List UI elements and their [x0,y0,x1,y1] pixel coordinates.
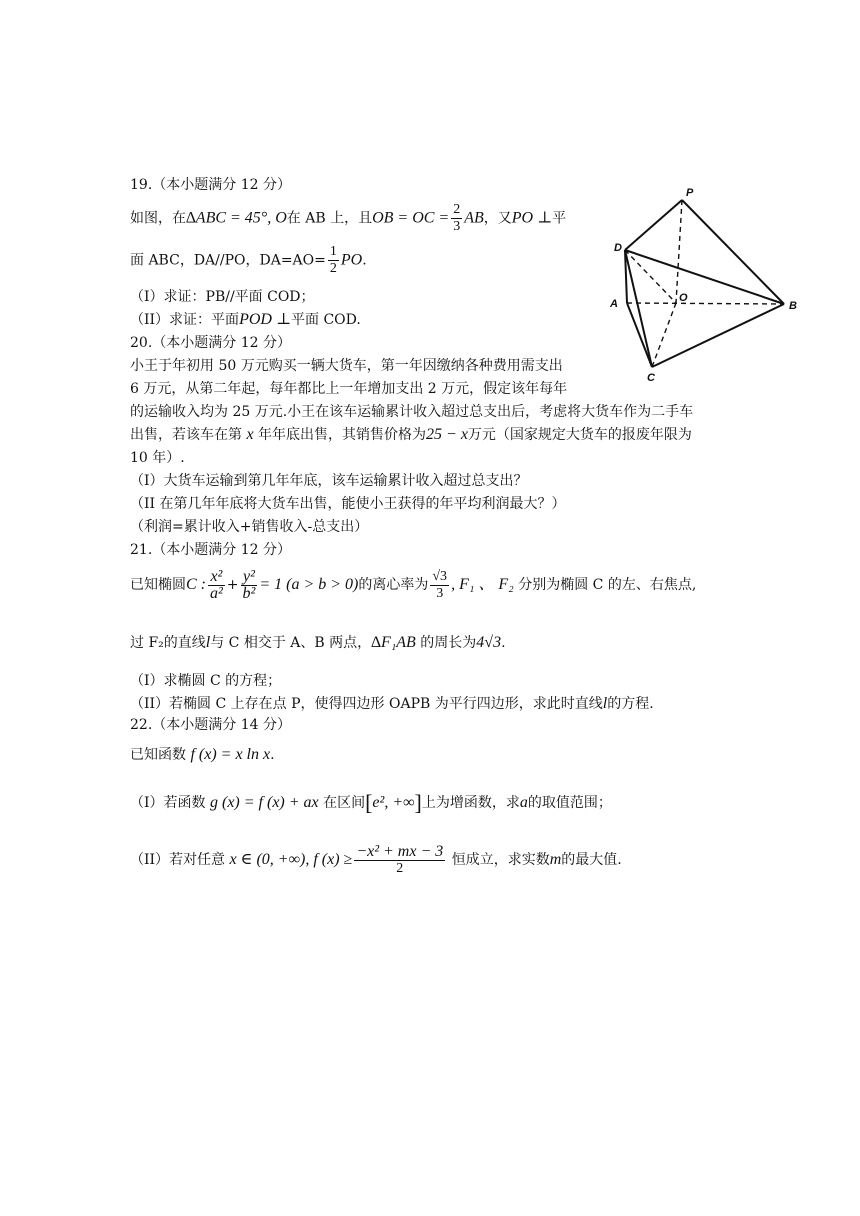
q22-function: f (x) = x ln x [190,746,271,763]
q22-m-var: m [549,851,562,868]
label-o: O [679,292,688,304]
edge-pb [682,200,784,304]
q22-domain: x ∈ (0, +∞), f (x) ≥ [229,851,353,868]
q22-part2-b: 恒成立，求实数 [451,852,550,868]
q19-intro-a: 如图，在 [130,210,186,227]
q21-line2-d: . [501,635,506,651]
q20-line4-c: 万元（国家规定大货车的报废年限为 [467,427,692,443]
q21-line2 [130,634,506,652]
q19-part2 [130,311,361,329]
q20-part2: （II 在第几年年底将大货车出售，能使小王获得的年平均利润最大？） [130,496,566,512]
q19-po-perp: PO ⊥ [511,209,553,227]
q22-header: 22.（本小题满分 14 分） [130,717,291,733]
q19-line1 [130,202,566,235]
q20-note: （利润=累计收入+销售收入-总支出） [130,519,369,535]
q19-po: PO [340,251,363,269]
q20-line3: 的运输收入均为 25 万元.小王在该车运输累计收入超过总支出后，考虑将大货车作为二手车 [130,404,694,420]
q19-angle: ∆ABC = 45°, O [186,209,287,227]
q22-g-function: g (x) = f (x) + ax [209,794,319,811]
q21-perimeter: 4√3 [476,634,502,651]
q21-intro-b: 的离心率为 [358,577,429,593]
q21-line2-c: 的周长为 [420,635,477,651]
q20-header: 20.（本小题满分 12 分） [130,335,291,351]
q20-part1: （I）大货车运输到第几年年底，该车运输累计收入超过总支出？ [130,473,528,489]
q22-part1-b: 在区间 [323,795,366,811]
label-a: A [610,298,618,310]
q19-intro-d: 平 [552,210,567,227]
q21-y-frac: $\frac{\text{y²}}{\text{b²}}$ [242,567,256,602]
q19-half: $\frac{1}{2}$ [329,244,337,276]
q19-intro-c: ，又 [483,210,512,227]
label-d: D [614,242,622,254]
edge-ab [627,303,784,304]
pyramid-figure [606,180,806,390]
q19-part2-c: 平面 COD. [291,312,361,328]
q21-part2 [130,695,654,713]
q22-left-bracket: [ [365,790,373,815]
q22-part1-d: 的取值范围； [527,795,612,811]
q21-line1 [130,568,696,602]
q21-part1: （I）求椭圆 C 的方程； [130,673,282,689]
q21-part2-b: 的方程. [607,696,654,712]
q21-intro-a: 已知椭圆 [130,577,186,593]
label-b: B [789,300,797,312]
q21-line2-a: 过 F₂的直线 [130,635,206,651]
label-c: C [647,372,655,384]
q21-header: 21.（本小题满分 12 分） [130,542,291,558]
q19-eq-left: OB = OC = [372,209,450,227]
q22-interval: e², +∞ [372,794,415,811]
q20-line1: 小王于年初用 50 万元购买一辆大货车，第一年因缴纳各种费用需支出 [130,358,563,374]
q19-line2-text: 面 ABC，DA//PO，DA=AO= [130,252,326,269]
q21-foci: , F₁ 、 F₂ [451,576,514,593]
q21-part2-l: l [602,695,608,712]
q21-triangle: ∆F₁AB [371,634,416,651]
q19-intro-b: 在 AB 上，且 [286,210,373,227]
q21-line2-b: 与 C 相交于 A、B 两点， [210,635,372,651]
q20-line4-b: 年年底出售，其销售价格为 [258,427,427,443]
q22-part2 [130,840,622,880]
q21-c-label: C : [186,576,206,593]
q19-part2-a: （II）求证：平面 [130,312,240,328]
q22-line1 [130,746,275,764]
label-p: P [686,187,694,199]
q22-part2-c: 的最大值. [561,852,622,868]
q21-x-frac: $\frac{\text{x²}}{\text{a²}}$ [210,567,223,602]
q19-fraction: $\frac{2}{3}$ [453,202,461,234]
q22-line1-b: . [270,747,275,763]
q21-part2-a: （II）若椭圆 C 上存在点 P，使得四边形 OAPB 为平行四边形，求此时直线 [130,696,603,712]
q20-line4-a: 出售，若该车在第 [130,427,242,443]
q21-line-l: l [205,634,211,651]
q21-condition: = 1 (a > b > 0) [259,576,359,593]
edge-db [625,250,784,304]
q21-plus: + [226,577,239,593]
q22-part1 [130,790,612,816]
edge-pd [625,200,682,250]
q20-price-expr: 25 − x [426,426,468,443]
q19-part2-pod: POD ⊥ [239,311,291,328]
q22-right-bracket: ] [414,790,422,815]
q22-line1-a: 已知函数 [130,747,186,763]
q22-part1-a: （I）若函数 [130,795,206,811]
q22-fraction: $\frac{\text{−x² + mx − 3}}{2}$ [356,842,444,876]
q20-line5: 10 年）. [130,450,185,466]
q21-ecc-frac: $\frac{√3}{3}$ [432,568,448,601]
q19-header: 19.（本小题满分 12 分） [130,177,291,193]
q19-eq-right: AB [464,209,484,227]
q22-a-var: a [519,794,528,811]
q20-line2: 6 万元，从第二年起，每年都比上一年增加支出 2 万元，假定该年每年 [130,381,568,397]
q19-part1: （I）求证：PB//平面 COD； [130,289,315,305]
q19-period: . [362,252,367,269]
edge-po [676,200,682,303]
q20-line4 [130,426,692,444]
q21-intro-c: 分别为椭圆 C 的左、右焦点, [518,577,697,593]
q22-part2-a: （II）若对任意 [130,852,226,868]
q22-part1-c: 上为增函数，求 [421,795,520,811]
q19-line2 [130,244,367,277]
q20-x: x [246,426,254,443]
